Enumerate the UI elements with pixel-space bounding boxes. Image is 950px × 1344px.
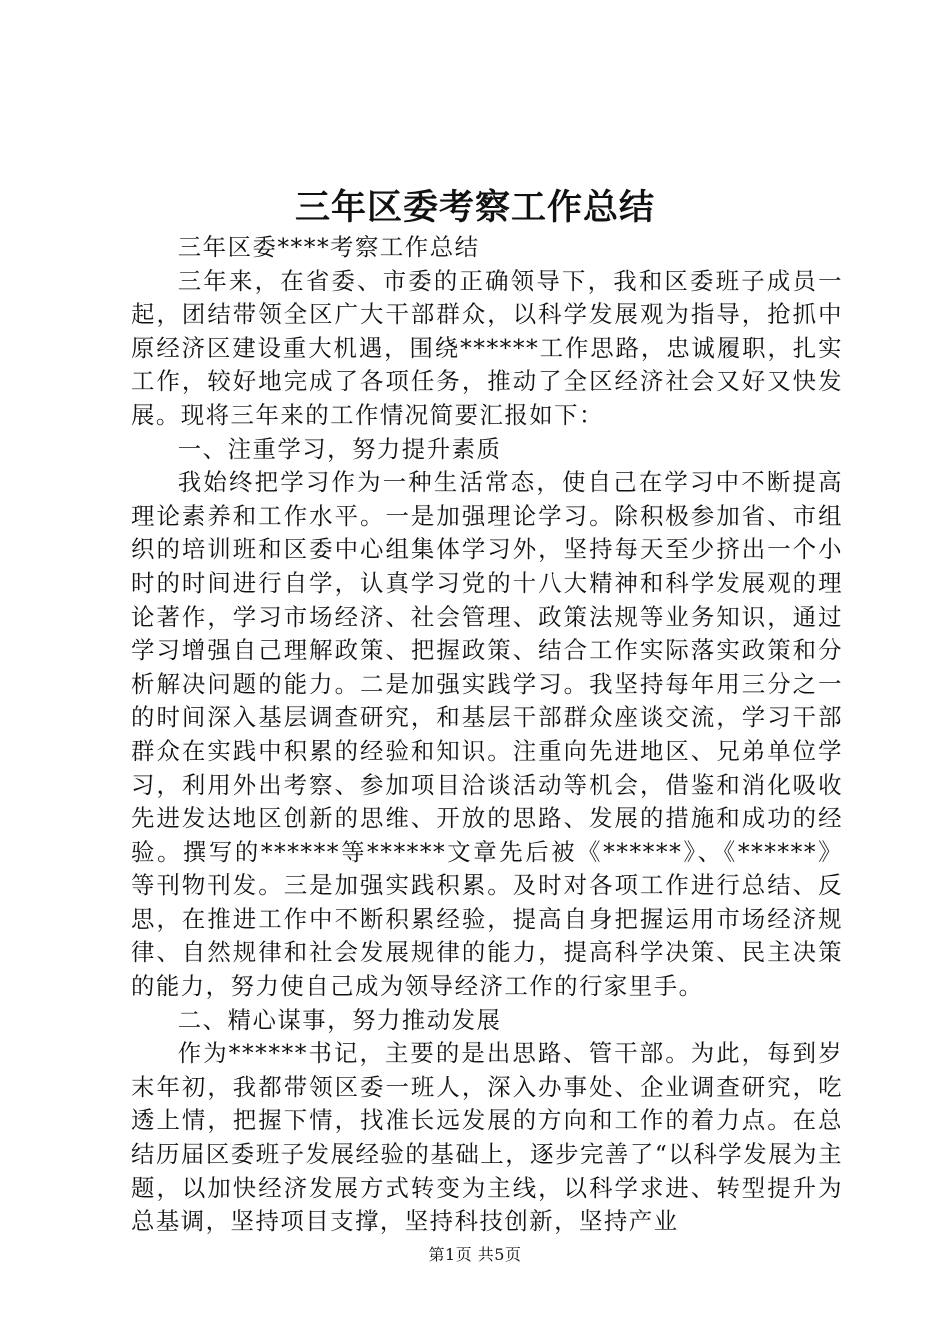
paragraph-section-1: 我始终把学习作为一种生活常态，使自己在学习中不断提高理论素养和工作水平。一是加强理论学习。除积极参加省、市组织的培训班和区委中心组集体学习外，坚持每天至少挤出一个小时的时间进行自学，认真学习党的十八大精神和科学发展观的理论著作，学习市场经济、社会管理、政策法规等业务知识，通过学习增强自己理解政策、把握政策、结合工作实际落实政策和分析解决问题的能力。二是加强实践学习。我坚持每年用三分之一的时间深入基层调查研究，和基层干部群众座谈交流，学习干部群众在实践中积累的经验和知识。注重向先进地区、兄弟单位学习，利用外出考察、参加项目洽谈活动等机会，借鉴和消化吸收先进发达地区创新的思维、开放的思路、发展的措施和成功的经验。撰写的******等******文章先后被《******》、《******》等刊物刊发。三是加强实践积累。及时对各项工作进行总结、反思，在推进工作中不断积累经验，提高自身把握运用市场经济规律、自然规律和社会发展规律的能力，提高科学决策、民主决策的能力，努力使自己成为领导经济工作的行家里手。 [131,468,843,1001]
document-title: 三年区委考察工作总结 [294,187,655,228]
section-heading-2: 二、精心谋事，努力推动发展 [177,1005,502,1034]
paragraph-intro: 三年来，在省委、市委的正确领导下，我和区委班子成员一起，团结带领全区广大干部群众，以科学发展观为指导，抢抓中原经济区建设重大机遇，围绕******工作思路，忠诚履职，扎实工作，较好地完成了各项任务，推动了全区经济社会又好又快发展。现将三年来的工作情况简要汇报如下： [131,266,843,429]
paragraph-subtitle: 三年区委****考察工作总结 [177,233,480,261]
document-body [131,231,843,1239]
section-heading-1: 一、注重学习，努力提升素质 [177,434,502,463]
page-footer: 第1页 共5页 [428,1245,522,1264]
paragraph-section-2: 作为******书记，主要的是出思路、管干部。为此，每到岁末年初，我都带领区委一班人，深入办事处、企业调查研究，吃透上情，把握下情，找准长远发展的方向和工作的着力点。在总结历届区委班子发展经验的基础上，逐步完善了“以科学发展为主题，以加快经济发展方式转变为主线，以科学求进、转型提升为总基调，坚持项目支撑，坚持科技创新，坚持产业 [131,1039,843,1236]
